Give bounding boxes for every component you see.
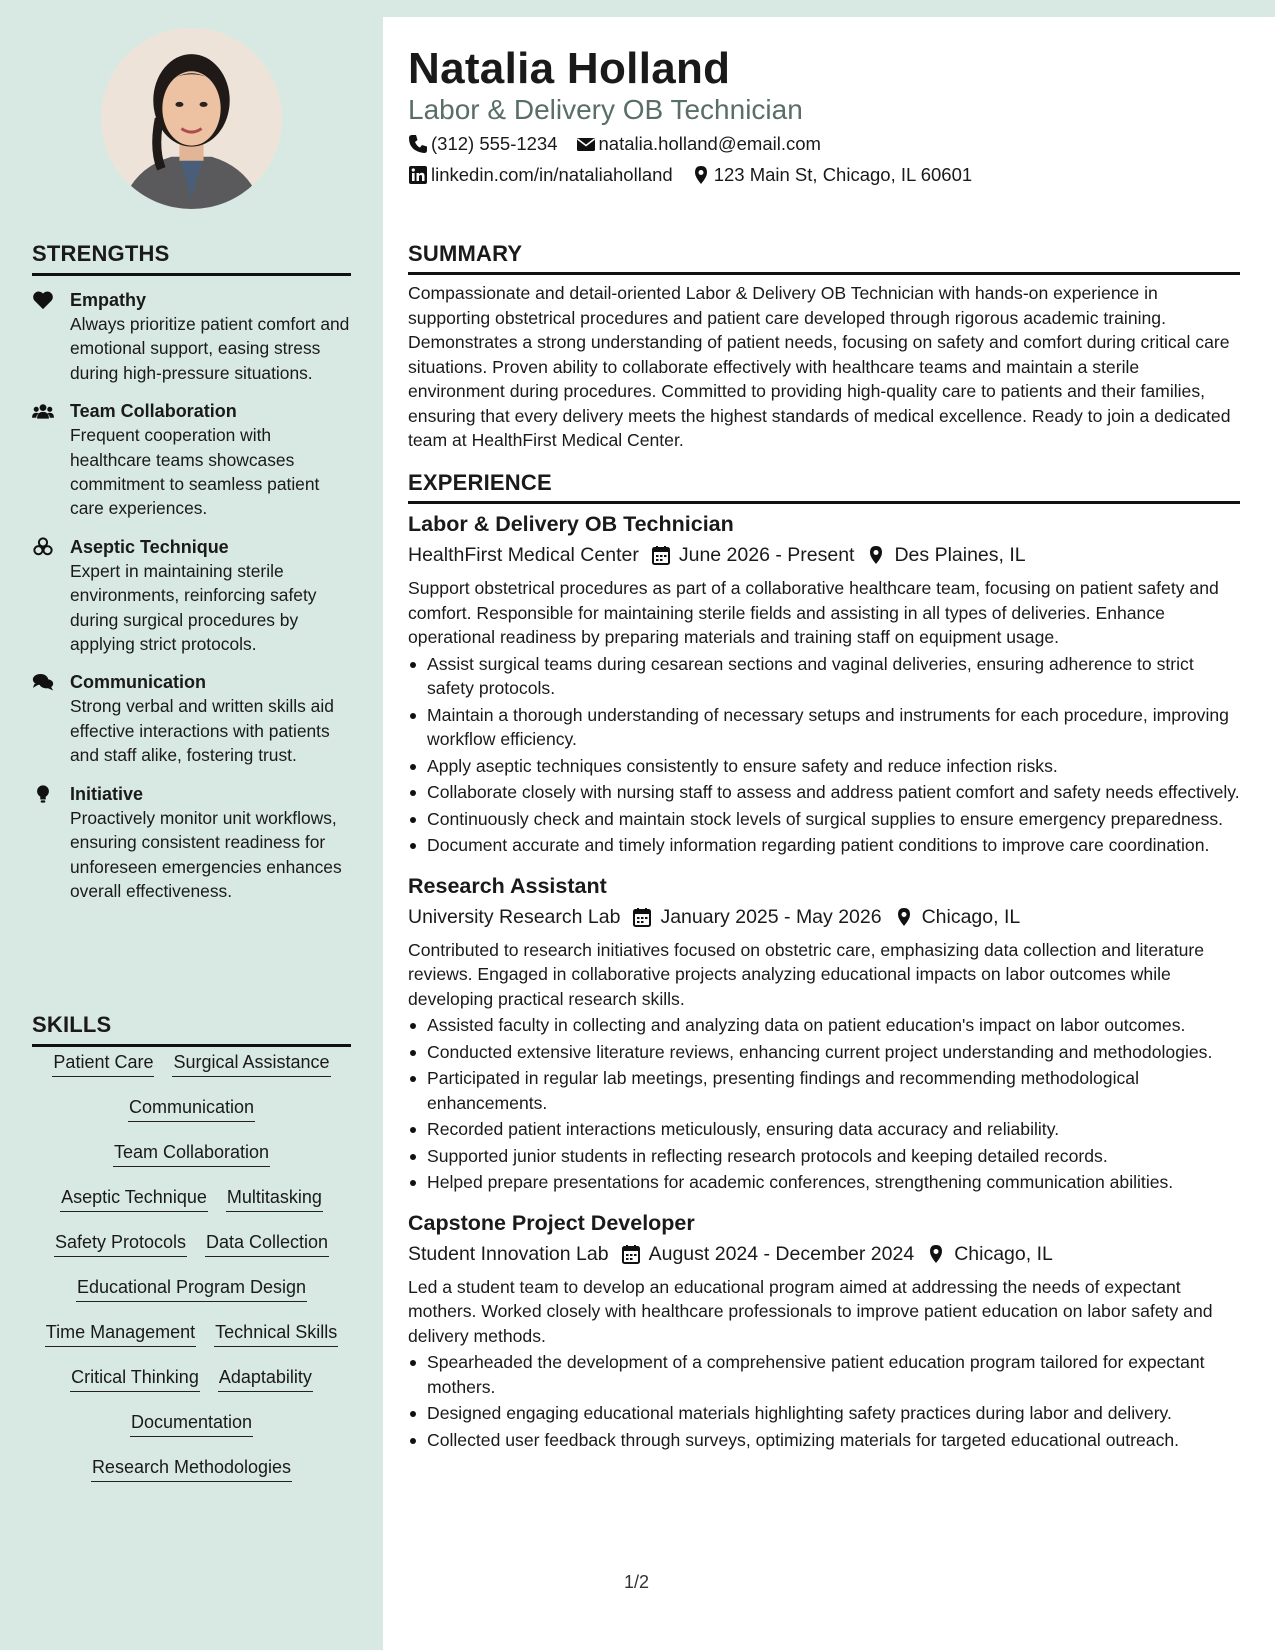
job-location: Chicago, IL bbox=[954, 1242, 1053, 1265]
calendar-icon bbox=[632, 907, 652, 927]
linkedin-icon bbox=[408, 165, 428, 185]
job-bullets bbox=[408, 1350, 1240, 1452]
skill-tag: Research Methodologies bbox=[91, 1455, 292, 1482]
calendar-icon bbox=[621, 1244, 641, 1264]
list-item: Spearheaded the development of a comprehensive patient education program tailored for expectant mothers. bbox=[408, 1350, 1240, 1399]
map-marker-icon bbox=[926, 1244, 946, 1264]
top-band bbox=[383, 0, 1275, 17]
envelope-icon bbox=[576, 134, 596, 154]
strength-desc: Proactively monitor unit workflows, ensuring consistent readiness for unforeseen emergencies enhances overall effectiveness. bbox=[70, 807, 342, 901]
lightbulb-icon bbox=[32, 782, 70, 904]
heart-icon bbox=[32, 288, 70, 385]
candidate-role: Labor & Delivery OB Technician bbox=[408, 94, 803, 125]
job-company: HealthFirst Medical Center bbox=[408, 544, 639, 566]
skill-tag: Educational Program Design bbox=[76, 1275, 307, 1302]
skill-tag: Patient Care bbox=[52, 1050, 154, 1077]
avatar bbox=[101, 28, 282, 209]
job-description: Support obstetrical procedures as part of a collaborative healthcare team, focusing on patient safety and comfort. Responsible for maintaining sterile fields and assisting in all types of deliveries. Enhance operational readiness by preparing materials and training staff on equipment usage. bbox=[408, 578, 1219, 647]
skill-tag: Team Collaboration bbox=[113, 1140, 270, 1167]
list-item: Assisted faculty in collecting and analyzing data on patient education's impact on labor outcomes. bbox=[408, 1013, 1240, 1038]
skill-tag: Critical Thinking bbox=[70, 1365, 200, 1392]
summary-text: Compassionate and detail-oriented Labor & Delivery OB Technician with hands-on experience in supporting obstetrical procedures and patient care developed through rigorous academic training. Demonstrates a strong understanding of patient needs, focusing on safety and comfort during critical care situations. Proven ability to collaborate effectively with healthcare teams and maintain a sterile environment during procedures. Committed to providing high-quality care to patients and their families, ensuring that every delivery meets the highest standards of medical excellence. Ready to join a dedicated team at HealthFirst Medical Center. bbox=[408, 283, 1231, 450]
list-item: Helped prepare presentations for academic conferences, strengthening communication abilities. bbox=[408, 1170, 1240, 1195]
calendar-icon bbox=[651, 545, 671, 565]
strength-desc: Strong verbal and written skills aid effective interactions with patients and staff alike, fostering trust. bbox=[70, 696, 334, 766]
list-item: Recorded patient interactions meticulously, ensuring data accuracy and reliability. bbox=[408, 1117, 1240, 1142]
strength-title: Team Collaboration bbox=[70, 401, 237, 422]
job-dates: January 2025 - May 2026 bbox=[660, 905, 882, 928]
skill-tag: Safety Protocols bbox=[54, 1230, 187, 1257]
list-item: Maintain a thorough understanding of necessary setups and instruments for each procedure, improving workflow efficiency. bbox=[408, 703, 1240, 752]
job-entry bbox=[408, 510, 1240, 858]
strengths-heading: STRENGTHS bbox=[32, 241, 351, 276]
job-bullets bbox=[408, 652, 1240, 858]
job-location: Chicago, IL bbox=[921, 905, 1021, 928]
map-marker-icon bbox=[894, 907, 914, 927]
skill-tag: Adaptability bbox=[218, 1365, 313, 1392]
job-location: Des Plaines, IL bbox=[894, 544, 1026, 566]
list-item: Collaborate closely with nursing staff to assess and address patient comfort and safety needs effectively. bbox=[408, 780, 1240, 805]
linkedin-link[interactable]: linkedin.com/in/nataliaholland bbox=[431, 164, 673, 185]
strength-item bbox=[32, 399, 352, 521]
job-title: Capstone Project Developer bbox=[408, 1210, 695, 1235]
profile-photo bbox=[101, 28, 282, 209]
job-company: Student Innovation Lab bbox=[408, 1242, 609, 1265]
job-meta bbox=[408, 902, 1240, 932]
job-dates: June 2026 - Present bbox=[678, 544, 855, 566]
biohazard-icon bbox=[32, 535, 70, 657]
strength-item bbox=[32, 288, 352, 385]
contact-row-1 bbox=[408, 133, 839, 155]
job-entry bbox=[408, 872, 1240, 1195]
list-item: Participated in regular lab meetings, presenting findings and recommending methodological enhancements. bbox=[408, 1066, 1240, 1115]
skill-tag: Documentation bbox=[130, 1410, 253, 1437]
skill-tag: Data Collection bbox=[205, 1230, 329, 1257]
job-dates: August 2024 - December 2024 bbox=[648, 1242, 915, 1265]
strength-title: Aseptic Technique bbox=[70, 536, 229, 557]
skill-tag: Time Management bbox=[45, 1320, 196, 1347]
map-marker-icon bbox=[691, 165, 711, 185]
list-item: Supported junior students in reflecting research protocols and keeping detailed records. bbox=[408, 1144, 1240, 1169]
list-item: Assist surgical teams during cesarean sections and vaginal deliveries, ensuring adherence to strict safety protocols. bbox=[408, 652, 1240, 701]
list-item: Apply aseptic techniques consistently to ensure safety and reduce infection risks. bbox=[408, 754, 1240, 779]
address-text: 123 Main St, Chicago, IL 60601 bbox=[713, 164, 973, 185]
list-item: Continuously check and maintain stock levels of surgical supplies to ensure emergency preparedness. bbox=[408, 807, 1240, 832]
strength-item bbox=[32, 670, 352, 767]
strength-item bbox=[32, 782, 352, 904]
skills-heading: SKILLS bbox=[32, 1012, 351, 1047]
comments-icon bbox=[32, 670, 70, 767]
phone-text[interactable]: (312) 555-1234 bbox=[431, 133, 558, 154]
candidate-name: Natalia Holland bbox=[408, 44, 731, 93]
job-title: Research Assistant bbox=[408, 873, 607, 898]
skill-tag: Multitasking bbox=[226, 1185, 323, 1212]
skills-list bbox=[32, 1050, 351, 1500]
skill-tag: Communication bbox=[128, 1095, 255, 1122]
users-icon bbox=[32, 399, 70, 521]
contact-row-2 bbox=[408, 164, 990, 186]
job-meta bbox=[408, 540, 1240, 570]
skill-tag: Technical Skills bbox=[214, 1320, 338, 1347]
job-company: University Research Lab bbox=[408, 905, 621, 928]
phone-icon bbox=[408, 134, 428, 154]
job-title: Labor & Delivery OB Technician bbox=[408, 512, 734, 536]
strength-title: Initiative bbox=[70, 783, 144, 804]
strengths-list bbox=[32, 288, 352, 917]
strength-desc: Frequent cooperation with healthcare teams showcases commitment to seamless patient care experiences. bbox=[70, 425, 320, 519]
list-item: Conducted extensive literature reviews, enhancing current project understanding and methodologies. bbox=[408, 1040, 1240, 1065]
list-item: Collected user feedback through surveys, optimizing materials for targeted educational outreach. bbox=[408, 1428, 1240, 1453]
strength-desc: Always prioritize patient comfort and emotional support, easing stress during high-pressure situations. bbox=[70, 314, 350, 383]
job-description: Led a student team to develop an educational program aimed at addressing the needs of expectant mothers. Worked closely with healthcare professionals to improve patient education on labor safety and delivery methods. bbox=[408, 1276, 1213, 1346]
strength-desc: Expert in maintaining sterile environments, reinforcing safety during surgical procedures by applying strict protocols. bbox=[70, 560, 317, 655]
page-number: 1/2 bbox=[624, 1572, 650, 1592]
job-entry bbox=[408, 1209, 1240, 1453]
map-marker-icon bbox=[866, 545, 886, 565]
experience-list bbox=[408, 510, 1240, 1466]
job-description: Contributed to research initiatives focused on obstetric care, emphasizing data collection and literature reviews. Engaged in collaborative projects analyzing educational impacts on labor outcomes while developing practical research skills. bbox=[408, 939, 1205, 1009]
job-bullets bbox=[408, 1013, 1240, 1195]
list-item: Designed engaging educational materials highlighting safety practices during labor and delivery. bbox=[408, 1401, 1240, 1426]
strength-title: Communication bbox=[70, 672, 207, 693]
skill-tag: Aseptic Technique bbox=[60, 1185, 208, 1212]
email-link[interactable]: natalia.holland@email.com bbox=[598, 133, 821, 154]
strength-title: Empathy bbox=[70, 290, 147, 310]
job-meta bbox=[408, 1239, 1240, 1269]
summary-heading: SUMMARY bbox=[408, 241, 1240, 275]
skill-tag: Surgical Assistance bbox=[172, 1050, 330, 1077]
list-item: Document accurate and timely information regarding patient conditions to improve care coordination. bbox=[408, 833, 1240, 858]
experience-heading: EXPERIENCE bbox=[408, 470, 1240, 504]
strength-item bbox=[32, 535, 352, 657]
